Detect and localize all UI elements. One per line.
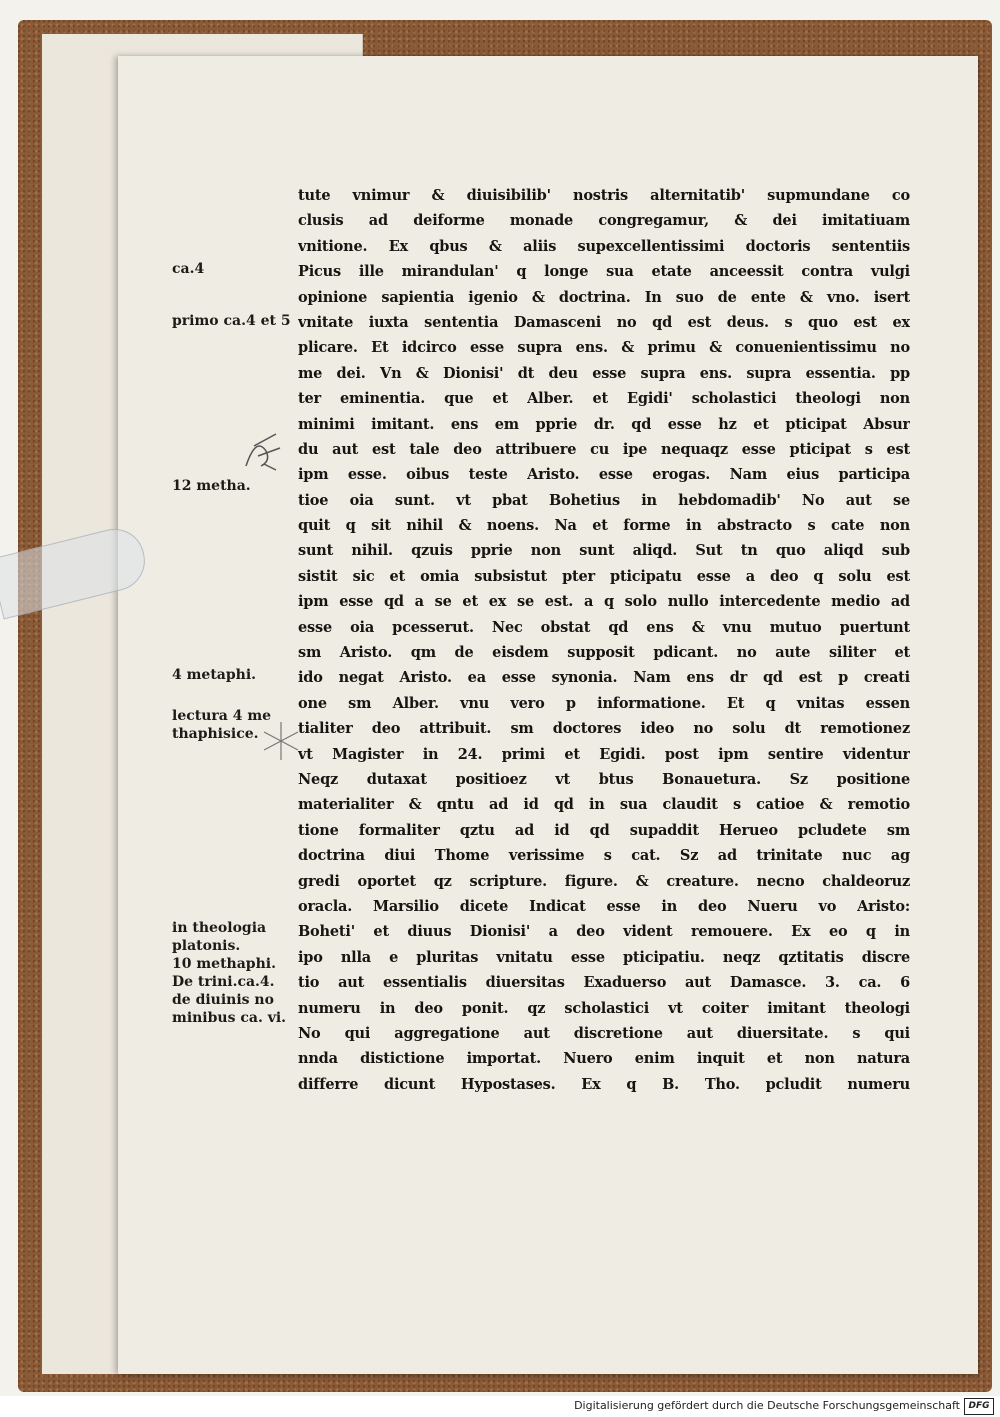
text-line: vnitione. Ex qbus & aliis supexcellentissimi doctoris sententiis	[298, 237, 910, 255]
marginal-primo: primo ca.4 et 5	[172, 313, 291, 329]
text-line: tione formaliter qztu ad id qd supaddit Herueo pcludete sm	[298, 821, 910, 839]
text-line: opinione sapientia igenio & doctrina. In suo de ente & vno. isert	[298, 288, 910, 306]
text-line: one sm Alber. vnu vero p informatione. Et q vnitas essen	[298, 694, 910, 712]
text-line: ipo nlla e pluritas vnitatu esse pticipatiu. neqz qztitatis discre	[298, 948, 910, 966]
text-line: ido negat Aristo. ea esse synonia. Nam ens dr qd est p creati	[298, 669, 910, 687]
text-line: differre dicunt Hypostases. Ex q B. Tho. pcludit numeru	[298, 1075, 910, 1093]
marginal-theologia-3: 10 methaphi.	[172, 956, 276, 972]
text-line: me dei. Vn & Dionisi' dt deu esse supra ens. supra essentia. pp	[298, 364, 910, 382]
marginal-ca4: ca.4	[172, 261, 205, 277]
text-line: Boheti' et diuus Dionisi' a deo vident remouere. Ex eo q in	[298, 923, 910, 941]
text-line: sistit sic et omia subsistut pter pticipatu esse a deo q solu est	[298, 567, 910, 585]
main-text-block	[298, 183, 910, 1097]
text-line: oracla. Marsilio dicete Indicat esse in deo Nueru vo Aristo:	[298, 897, 910, 915]
text-line: ipm esse. oibus teste Aristo. esse erogas. Nam eius participa	[298, 466, 910, 484]
marginal-4-metaphi: 4 metaphi.	[172, 667, 257, 683]
text-line: Picus ille mirandulan' q longe sua etate anceessit contra vulgi	[298, 263, 910, 281]
ink-doodle-icon	[236, 426, 286, 476]
text-line: plicare. Et idcirco esse supra ens. & primu & conuenientissimu no	[298, 339, 910, 357]
funding-credit: Digitalisierung gefördert durch die Deutsche Forschungsgemeinschaft	[574, 1399, 960, 1412]
text-line: sunt nihil. qzuis pprie non sunt aliqd. Sut tn quo aliqd sub	[298, 542, 910, 560]
marginal-lectura-1: lectura 4 me	[172, 708, 272, 724]
marginal-theologia-5: de diuinis no	[172, 992, 274, 1008]
text-line: materialiter & qntu ad id qd in sua claudit s catioe & remotio	[298, 796, 910, 814]
marginal-theologia-6: minibus ca. vi.	[172, 1010, 287, 1026]
text-line: sm Aristo. qm de eisdem supposit pdicant. no aute siliter et	[298, 644, 910, 662]
text-line: tio aut essentialis diuersitas Exaduerso aut Damasce. 3. ca. 6	[298, 974, 910, 992]
text-line: tute vnimur & diuisibilib' nostris alternitatib' supmundane co	[298, 187, 910, 204]
text-line: clusis ad deiforme monade congregamur, & dei imitatiuam	[298, 212, 910, 230]
footer-bar	[0, 1396, 1000, 1417]
text-line: minimi imitant. ens em pprie dr. qd esse hz et pticipat Absur	[298, 415, 910, 433]
text-line: du aut est tale deo attribuere cu ipe nequaqz esse pticipat s est	[298, 440, 910, 458]
text-line: doctrina diui Thome verissime s cat. Sz ad trinitate nuc ag	[298, 847, 910, 865]
marginal-theologia-2: platonis.	[172, 938, 241, 954]
text-line: quit q sit nihil & noens. Na et forme in abstracto s cate non	[298, 517, 910, 535]
marginal-theologia-1: in theologia	[172, 920, 267, 936]
text-line: tioe oia sunt. vt pbat Bohetius in hebdomadib' No aut se	[298, 491, 910, 509]
marginal-lectura-2: thaphisice.	[172, 726, 259, 742]
text-line: No qui aggregatione aut discretione aut diuersitate. s qui	[298, 1024, 910, 1042]
text-line: vt Magister in 24. primi et Egidi. post ipm sentire videntur	[298, 745, 910, 763]
text-line: numeru in deo ponit. qz scholastici vt coiter imitant theologi	[298, 999, 910, 1017]
marginal-12-metha: 12 metha.	[172, 478, 251, 494]
text-line: gredi oportet qz scripture. figure. & creature. necno chaldeoruz	[298, 872, 910, 890]
text-line: Neqz dutaxat positioez vt btus Bonauetura. Sz positione	[298, 770, 910, 788]
text-line: nnda distictione importat. Nuero enim inquit et non natura	[298, 1050, 910, 1068]
text-line: vnitate iuxta sententia Damasceni no qd est deus. s quo est ex	[298, 313, 910, 331]
text-line: ter eminentia. que et Alber. et Egidi' scholastici theologi non	[298, 390, 910, 408]
text-line: esse oia pcesserut. Nec obstat qd ens & vnu mutuo puertunt	[298, 618, 910, 636]
marginal-theologia-4: De trini.ca.4.	[172, 974, 275, 990]
text-line: ipm esse qd a se et ex se est. a q solo nullo intercedente medio ad	[298, 593, 910, 611]
dfg-logo-icon: DFG	[964, 1398, 994, 1415]
text-line: tialiter deo attribuit. sm doctores ideo no solu dt remotionez	[298, 720, 910, 738]
